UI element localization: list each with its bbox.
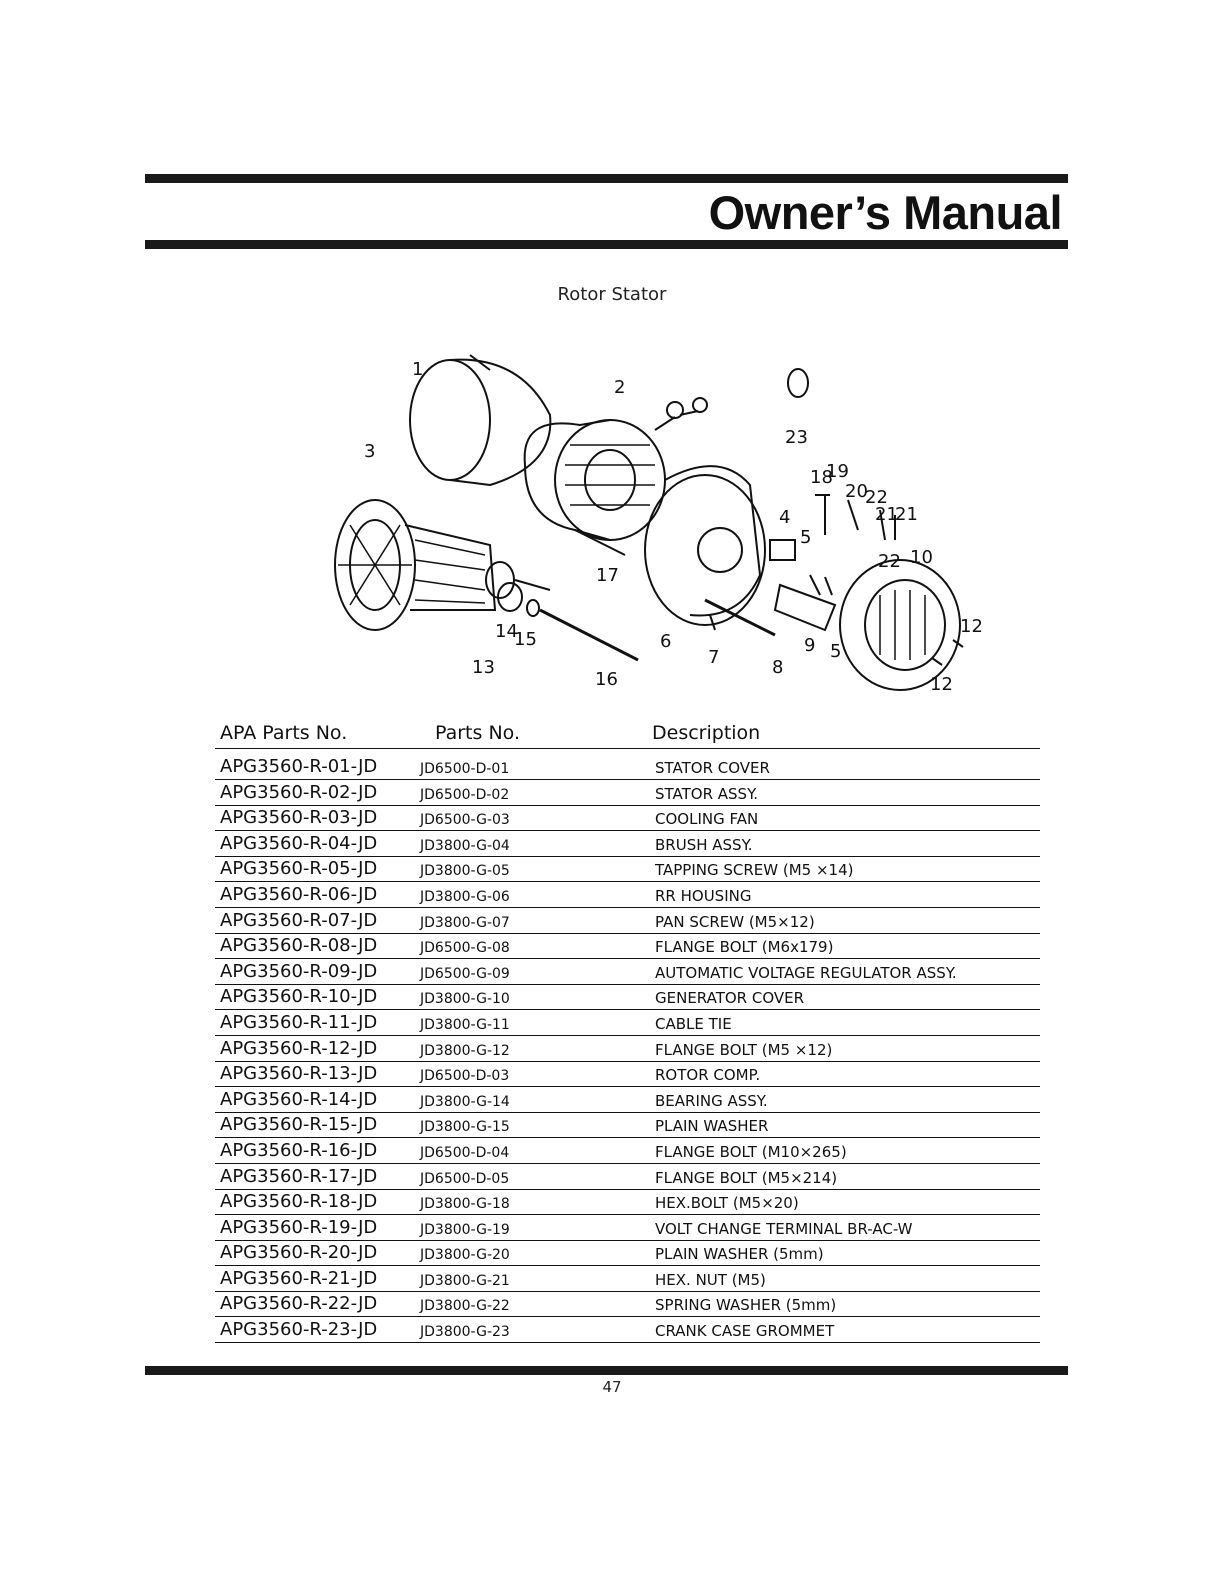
svg-text:1: 1 — [412, 359, 424, 380]
parts-no-cell: JD3800-G-20 — [420, 1247, 510, 1264]
header-description: Description — [652, 722, 761, 744]
svg-text:22: 22 — [865, 487, 888, 508]
parts-no-cell: JD6500-G-09 — [420, 965, 510, 982]
apa-parts-no-cell: APG3560-R-11-JD — [220, 1011, 378, 1033]
svg-text:6: 6 — [660, 631, 672, 652]
apa-parts-no-cell: APG3560-R-13-JD — [220, 1063, 378, 1085]
svg-text:14: 14 — [495, 621, 518, 642]
parts-no-cell: JD3800-G-18 — [420, 1196, 510, 1213]
footer-rule — [145, 1366, 1068, 1375]
diagram-callout-labels — [364, 359, 983, 695]
parts-no-cell: JD6500-D-02 — [420, 786, 510, 803]
parts-no-cell: JD3800-G-11 — [420, 1016, 510, 1033]
svg-text:20: 20 — [845, 481, 868, 502]
parts-no-cell: JD3800-G-07 — [420, 914, 510, 931]
svg-text:12: 12 — [960, 616, 983, 637]
svg-text:9: 9 — [804, 635, 816, 656]
svg-text:22: 22 — [878, 551, 901, 572]
description-cell: CRANK CASE GROMMET — [655, 1322, 835, 1341]
table-row — [215, 1164, 1040, 1190]
parts-no-cell: JD3800-G-14 — [420, 1093, 510, 1110]
parts-table-header — [215, 722, 1040, 749]
table-row — [215, 1010, 1040, 1036]
rotor-stator-illustration — [320, 345, 983, 710]
apa-parts-no-cell: APG3560-R-21-JD — [220, 1267, 378, 1289]
header-apa-parts-no: APA Parts No. — [220, 722, 348, 744]
table-row — [215, 1138, 1040, 1164]
apa-parts-no-cell: APG3560-R-23-JD — [220, 1319, 378, 1341]
description-cell: GENERATOR COVER — [655, 989, 805, 1008]
table-row — [215, 959, 1040, 985]
table-row — [215, 1036, 1040, 1062]
svg-text:19: 19 — [826, 461, 849, 482]
apa-parts-no-cell: APG3560-R-06-JD — [220, 883, 378, 905]
description-cell: COOLING FAN — [655, 810, 759, 829]
description-cell: SPRING WASHER (5mm) — [655, 1296, 837, 1315]
parts-table — [215, 722, 1040, 1343]
apa-parts-no-cell: APG3560-R-20-JD — [220, 1242, 378, 1264]
table-row — [215, 780, 1040, 806]
table-row — [215, 908, 1040, 934]
apa-parts-no-cell: APG3560-R-17-JD — [220, 1165, 378, 1187]
svg-text:16: 16 — [595, 669, 618, 690]
parts-no-cell: JD3800-G-22 — [420, 1298, 510, 1315]
apa-parts-no-cell: APG3560-R-19-JD — [220, 1216, 378, 1238]
parts-no-cell: JD3800-G-19 — [420, 1221, 510, 1238]
table-row — [215, 1215, 1040, 1241]
apa-parts-no-cell: APG3560-R-15-JD — [220, 1114, 378, 1136]
description-cell: AUTOMATIC VOLTAGE REGULATOR ASSY. — [655, 963, 957, 982]
table-row — [215, 985, 1040, 1011]
header-rule-top — [145, 174, 1068, 183]
section-title: Rotor Stator — [557, 284, 667, 305]
description-cell: CABLE TIE — [655, 1014, 732, 1033]
description-cell: FLANGE BOLT (M5 ×12) — [655, 1040, 833, 1059]
header-rule-bottom — [145, 240, 1068, 249]
parts-no-cell: JD6500-D-03 — [420, 1068, 510, 1085]
parts-no-cell: JD3800-G-05 — [420, 863, 510, 880]
apa-parts-no-cell: APG3560-R-14-JD — [220, 1088, 378, 1110]
description-cell: STATOR ASSY. — [655, 784, 758, 803]
description-cell: FLANGE BOLT (M10×265) — [655, 1142, 847, 1161]
svg-text:10: 10 — [910, 547, 933, 568]
parts-no-cell: JD6500-G-08 — [420, 940, 510, 957]
description-cell: BRUSH ASSY. — [655, 835, 753, 854]
svg-text:3: 3 — [364, 441, 376, 462]
apa-parts-no-cell: APG3560-R-05-JD — [220, 858, 378, 880]
apa-parts-no-cell: APG3560-R-10-JD — [220, 986, 378, 1008]
svg-text:18: 18 — [810, 467, 833, 488]
table-row — [215, 1190, 1040, 1216]
apa-parts-no-cell: APG3560-R-02-JD — [220, 781, 378, 803]
apa-parts-no-cell: APG3560-R-12-JD — [220, 1037, 378, 1059]
table-row — [215, 1113, 1040, 1139]
table-row — [215, 1266, 1040, 1292]
svg-text:5: 5 — [800, 527, 812, 548]
description-cell: PLAIN WASHER (5mm) — [655, 1245, 824, 1264]
parts-table-body — [215, 749, 1040, 1343]
description-cell: PLAIN WASHER — [655, 1117, 769, 1136]
table-row — [215, 831, 1040, 857]
description-cell: VOLT CHANGE TERMINAL BR-AC-W — [655, 1219, 913, 1238]
parts-no-cell: JD3800-G-06 — [420, 888, 510, 905]
parts-no-cell: JD3800-G-10 — [420, 991, 510, 1008]
table-row — [215, 1087, 1040, 1113]
apa-parts-no-cell: APG3560-R-07-JD — [220, 909, 378, 931]
apa-parts-no-cell: APG3560-R-09-JD — [220, 960, 378, 982]
parts-no-cell: JD6500-D-04 — [420, 1144, 510, 1161]
svg-text:12: 12 — [930, 674, 953, 695]
description-cell: FLANGE BOLT (M5×214) — [655, 1168, 838, 1187]
parts-no-cell: JD3800-G-15 — [420, 1119, 510, 1136]
apa-parts-no-cell: APG3560-R-04-JD — [220, 832, 378, 854]
apa-parts-no-cell: APG3560-R-22-JD — [220, 1293, 378, 1315]
table-row — [215, 1317, 1040, 1343]
description-cell: HEX. NUT (M5) — [655, 1270, 766, 1289]
parts-no-cell: JD3800-G-12 — [420, 1042, 510, 1059]
table-row — [215, 1241, 1040, 1267]
header-parts-no: Parts No. — [435, 722, 520, 744]
apa-parts-no-cell: APG3560-R-03-JD — [220, 807, 378, 829]
table-row — [215, 806, 1040, 832]
parts-no-cell: JD6500-D-05 — [420, 1170, 510, 1187]
description-cell: HEX.BOLT (M5×20) — [655, 1194, 799, 1213]
description-cell: STATOR COVER — [655, 759, 770, 777]
svg-text:8: 8 — [772, 657, 784, 678]
svg-text:13: 13 — [472, 657, 495, 678]
svg-text:15: 15 — [514, 629, 537, 650]
table-row — [215, 934, 1040, 960]
table-row — [215, 1292, 1040, 1318]
svg-text:2: 2 — [614, 377, 626, 398]
svg-text:4: 4 — [779, 507, 791, 528]
exploded-parts-diagram — [320, 345, 983, 710]
apa-parts-no-cell: APG3560-R-16-JD — [220, 1139, 378, 1161]
svg-text:21: 21 — [875, 504, 898, 525]
table-row — [215, 749, 1040, 780]
parts-no-cell: JD3800-G-04 — [420, 837, 510, 854]
description-cell: BEARING ASSY. — [655, 1091, 768, 1110]
parts-no-cell: JD3800-G-23 — [420, 1324, 510, 1341]
table-row — [215, 882, 1040, 908]
description-cell: TAPPING SCREW (M5 ×14) — [655, 861, 854, 880]
svg-text:7: 7 — [708, 647, 720, 668]
svg-text:21: 21 — [895, 504, 918, 525]
apa-parts-no-cell: APG3560-R-08-JD — [220, 935, 378, 957]
table-row — [215, 857, 1040, 883]
parts-no-cell: JD6500-D-01 — [420, 761, 510, 777]
svg-text:5: 5 — [830, 641, 842, 662]
apa-parts-no-cell: APG3560-R-01-JD — [220, 756, 378, 777]
page-header-title: Owner’s Manual — [708, 186, 1062, 239]
parts-no-cell: JD6500-G-03 — [420, 812, 510, 829]
description-cell: FLANGE BOLT (M6x179) — [655, 938, 834, 957]
page-number: 47 — [602, 1378, 622, 1396]
description-cell: PAN SCREW (M5×12) — [655, 912, 815, 931]
description-cell: ROTOR COMP. — [655, 1066, 761, 1085]
svg-text:23: 23 — [785, 427, 808, 448]
table-row — [215, 1062, 1040, 1088]
description-cell: RR HOUSING — [655, 886, 752, 905]
parts-no-cell: JD3800-G-21 — [420, 1272, 510, 1289]
svg-text:17: 17 — [596, 565, 619, 586]
apa-parts-no-cell: APG3560-R-18-JD — [220, 1191, 378, 1213]
